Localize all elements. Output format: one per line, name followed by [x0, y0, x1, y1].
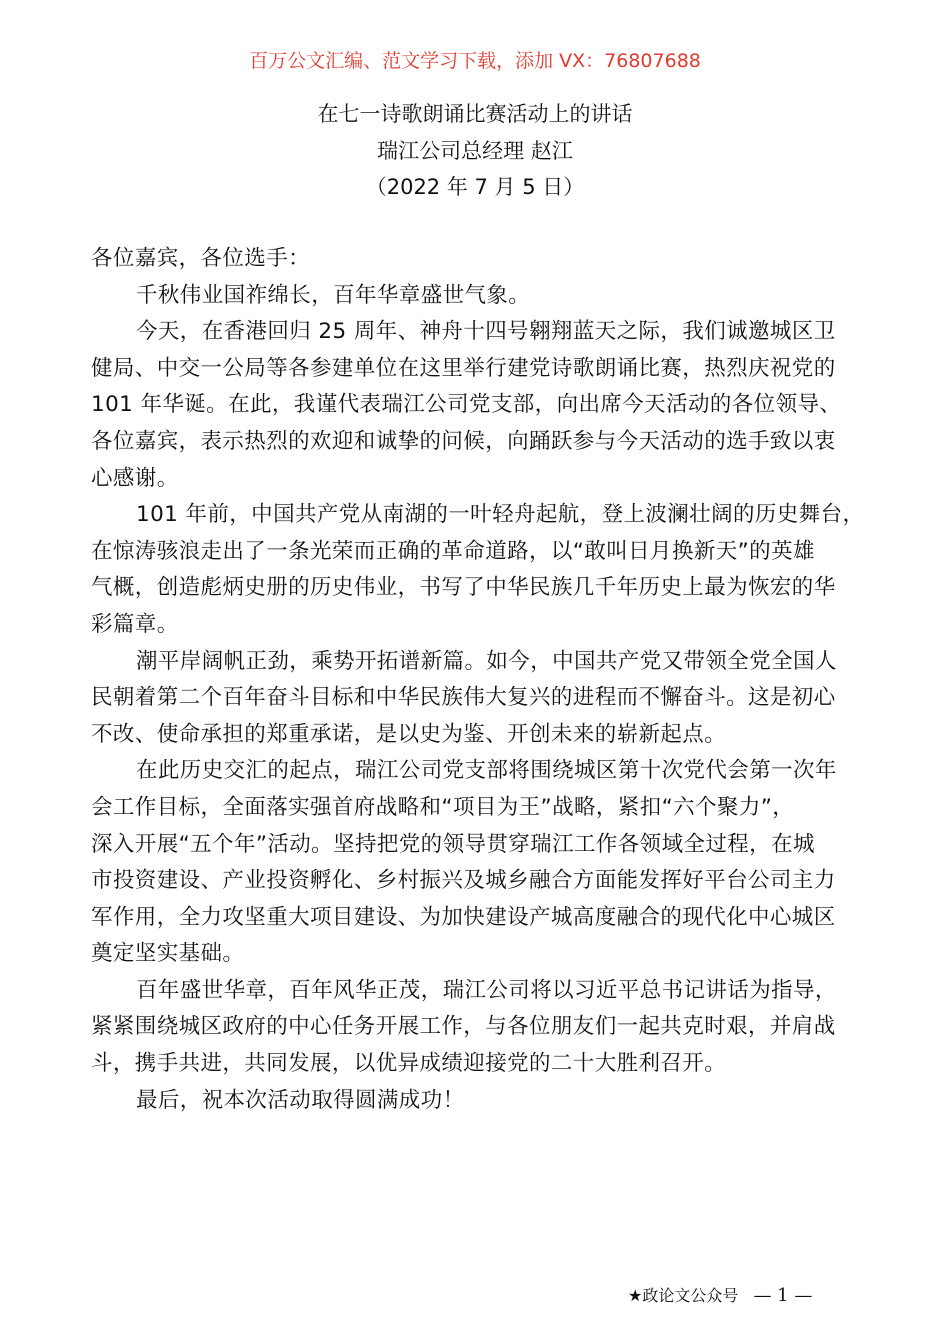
paragraph-line: 民朝着第二个百年奋斗目标和中华民族伟大复兴的进程而不懈奋斗。这是初心 — [91, 685, 836, 711]
paragraph — [91, 973, 871, 1083]
paragraph — [91, 644, 871, 754]
paragraph-line: 心感谢。 — [91, 465, 179, 491]
paragraph — [91, 1083, 871, 1120]
paragraph — [91, 497, 871, 643]
salutation: 各位嘉宾，各位选手： — [91, 246, 311, 271]
paragraph — [91, 314, 871, 497]
paragraph-line: 健局、中交一公局等各参建单位在这里举行建党诗歌朗诵比赛，热烈庆祝党的 — [91, 355, 836, 381]
paragraph — [91, 278, 871, 315]
paragraph-line: 最后，祝本次活动取得圆满成功！ — [136, 1087, 465, 1113]
page-footer — [628, 1283, 812, 1306]
footer-source: ★政论文公众号 — [628, 1286, 739, 1305]
paragraph-line: 奠定坚实基础。 — [91, 941, 245, 967]
paragraph-line: 101 年华诞。在此，我谨代表瑞江公司党支部，向出席今天活动的各位领导、 — [91, 392, 842, 418]
paragraph-line: 会工作目标，全面落实强首府战略和“项目为王”战略，紧扣“六个聚力”， — [91, 794, 795, 820]
paragraph-line: 市投资建设、产业投资孵化、乡村振兴及城乡融合方面能发挥好平台公司主力 — [91, 868, 836, 894]
speech-body — [91, 241, 871, 1119]
paragraph-line: 不改、使命承担的郑重承诺，是以史为鉴、开创未来的崭新起点。 — [91, 721, 727, 747]
paragraph-line: 各位嘉宾，表示热烈的欢迎和诚挚的问候，向踊跃参与今天活动的选手致以衷 — [91, 428, 836, 454]
paragraph-line: 潮平岸阔帆正劲，乘势开拓谱新篇。如今，中国共产党又带领全党全国人 — [136, 648, 837, 674]
paragraph — [91, 753, 871, 973]
paragraph-line: 今天，在香港回归 25 周年、神舟十四号翱翔蓝天之际，我们诚邀城区卫 — [136, 319, 836, 345]
paragraph-line: 百年盛世华章，百年风华正茂，瑞江公司将以习近平总书记讲话为指导， — [136, 977, 837, 1003]
document-date: （2022 年 7 月 5 日） — [365, 175, 585, 199]
paragraph-line: 在此历史交汇的起点，瑞江公司党支部将围绕城区第十次党代会第一次年 — [136, 758, 837, 784]
download-banner: 百万公文汇编、范文学习下载，添加 VX：76807688 — [249, 50, 701, 72]
paragraph-line: 气概，创造彪炳史册的历史伟业，书写了中华民族几千年历史上最为恢宏的华 — [91, 575, 836, 601]
paragraph-line: 斗，携手共进，共同发展，以优异成绩迎接党的二十大胜利召开。 — [91, 1051, 727, 1077]
paragraph-line: 在惊涛骇浪走出了一条光荣而正确的革命道路，以“敢叫日月换新天”的英雄 — [91, 538, 815, 564]
paragraph-line: 紧紧围绕城区政府的中心任务开展工作，与各位朋友们一起共克时艰，并肩战 — [91, 1014, 836, 1040]
paragraph-line: 深入开展“五个年”活动。坚持把党的领导贯穿瑞江工作各领域全过程，在城 — [91, 831, 815, 857]
page-number: — 1 — — [753, 1285, 813, 1306]
paragraph-line: 彩篇章。 — [91, 611, 179, 637]
document-title: 在七一诗歌朗诵比赛活动上的讲话 — [317, 102, 633, 126]
document-author: 瑞江公司总经理 赵江 — [377, 139, 573, 163]
paragraph-line: 101 年前，中国共产党从南湖的一叶轻舟起航，登上波澜壮阔的历史舞台， — [136, 502, 865, 528]
paragraph-line: 千秋伟业国祚绵长，百年华章盛世气象。 — [136, 282, 531, 308]
paragraph-line: 军作用，全力攻坚重大项目建设、为加快建设产城高度融合的现代化中心城区 — [91, 904, 836, 930]
